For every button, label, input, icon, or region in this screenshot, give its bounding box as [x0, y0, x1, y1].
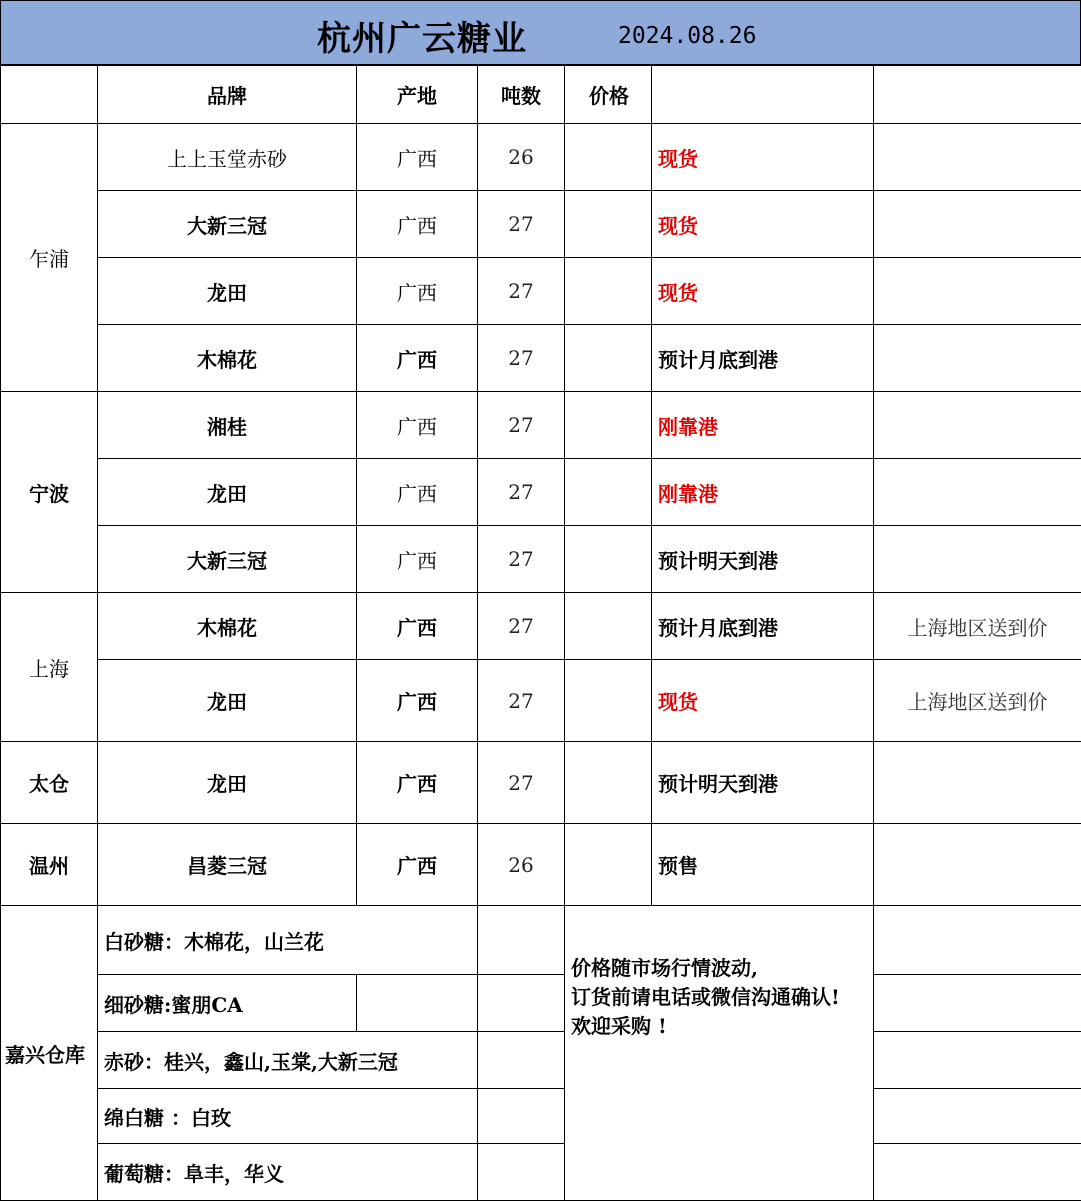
tons-cell: 26: [478, 824, 565, 906]
price-cell: [565, 191, 652, 258]
table-row: [1, 459, 1081, 526]
table-row: [1, 526, 1081, 593]
status-cell: 现货: [652, 191, 874, 258]
tons-cell: 27: [478, 526, 565, 593]
note-cell: 上海地区送到价: [874, 660, 1081, 742]
status-cell: 刚靠港: [652, 459, 874, 526]
price-cell: [565, 392, 652, 459]
table-row: [1, 593, 1081, 660]
origin-cell: 广西: [357, 325, 478, 392]
brand-cell: 木棉花: [98, 325, 357, 392]
header-brand: 品牌: [98, 66, 357, 124]
brand-cell: 龙田: [98, 660, 357, 742]
price-cell: [565, 526, 652, 593]
tons-cell: 27: [478, 392, 565, 459]
status-cell: 现货: [652, 258, 874, 325]
note-cell: [874, 258, 1081, 325]
brand-cell: 龙田: [98, 459, 357, 526]
sheet-date: 2024.08.26: [618, 23, 757, 49]
table-row: [1, 325, 1081, 392]
price-cell: [565, 325, 652, 392]
inventory-table: [0, 65, 1081, 1201]
status-cell: 刚靠港: [652, 392, 874, 459]
note-cell: [874, 124, 1081, 191]
location-cell: 乍浦: [1, 124, 98, 392]
brand-cell: 大新三冠: [98, 191, 357, 258]
origin-cell: 广西: [357, 526, 478, 593]
price-cell: [565, 124, 652, 191]
table-row: [1, 824, 1081, 906]
tons-cell: 27: [478, 459, 565, 526]
status-cell: 现货: [652, 124, 874, 191]
brand-cell: 昌菱三冠: [98, 824, 357, 906]
warehouse-location: 嘉兴仓库: [1, 906, 98, 1201]
origin-cell: 广西: [357, 392, 478, 459]
empty-cell: [357, 975, 478, 1032]
warehouse-row: [1, 975, 1081, 1032]
status-cell: 预计明天到港: [652, 526, 874, 593]
empty-cell: [874, 1144, 1081, 1201]
note-cell: 上海地区送到价: [874, 593, 1081, 660]
warehouse-row: [1, 1032, 1081, 1089]
status-cell: 预计月底到港: [652, 325, 874, 392]
brand-cell: 龙田: [98, 258, 357, 325]
warehouse-row: [1, 1144, 1081, 1201]
origin-cell: 广西: [357, 824, 478, 906]
tons-cell: 27: [478, 593, 565, 660]
price-cell: [565, 742, 652, 824]
header-status: [652, 66, 874, 124]
origin-cell: 广西: [357, 191, 478, 258]
company-title: 杭州广云糖业: [317, 19, 527, 59]
price-notice: 价格随市场行情波动, 订货前请电话或微信沟通确认! 欢迎采购 !: [565, 906, 874, 1201]
table-row: [1, 742, 1081, 824]
warehouse-item: 细砂糖:蜜朋CA: [98, 975, 357, 1032]
warehouse-item: 白砂糖：木棉花，山兰花: [98, 906, 478, 975]
empty-cell: [874, 975, 1081, 1032]
price-cell: [565, 824, 652, 906]
header-row: [1, 66, 1081, 124]
brand-cell: 龙田: [98, 742, 357, 824]
origin-cell: 广西: [357, 593, 478, 660]
price-cell: [565, 593, 652, 660]
location-cell: 太仓: [1, 742, 98, 824]
note-cell: [874, 459, 1081, 526]
tons-cell: 26: [478, 124, 565, 191]
warehouse-row: [1, 906, 1081, 975]
table-row: [1, 124, 1081, 191]
table-row: [1, 392, 1081, 459]
warehouse-item: 绵白糖 ：白玫: [98, 1089, 478, 1144]
note-cell: [874, 325, 1081, 392]
location-cell: 上海: [1, 593, 98, 742]
tons-cell: 27: [478, 191, 565, 258]
empty-cell: [874, 1089, 1081, 1144]
tons-cell: 27: [478, 325, 565, 392]
table-row: [1, 660, 1081, 742]
status-cell: 预计月底到港: [652, 593, 874, 660]
status-cell: 预售: [652, 824, 874, 906]
note-cell: [874, 392, 1081, 459]
origin-cell: 广西: [357, 660, 478, 742]
empty-cell: [874, 1032, 1081, 1089]
table-row: [1, 258, 1081, 325]
price-cell: [565, 258, 652, 325]
note-cell: [874, 526, 1081, 593]
tons-cell: 27: [478, 742, 565, 824]
price-cell: [565, 660, 652, 742]
brand-cell: 木棉花: [98, 593, 357, 660]
status-cell: 预计明天到港: [652, 742, 874, 824]
warehouse-item: 葡萄糖：阜丰，华义: [98, 1144, 478, 1201]
tons-cell: 27: [478, 258, 565, 325]
header-tons: 吨数: [478, 66, 565, 124]
location-cell: 宁波: [1, 392, 98, 593]
brand-cell: 大新三冠: [98, 526, 357, 593]
empty-cell: [478, 906, 565, 975]
origin-cell: 广西: [357, 258, 478, 325]
brand-cell: 湘桂: [98, 392, 357, 459]
price-cell: [565, 459, 652, 526]
header-note: [874, 66, 1081, 124]
tons-cell: 27: [478, 660, 565, 742]
note-cell: [874, 824, 1081, 906]
note-cell: [874, 742, 1081, 824]
warehouse-item: 赤砂：桂兴，鑫山,玉棠,大新三冠: [98, 1032, 478, 1089]
empty-cell: [478, 1144, 565, 1201]
empty-cell: [478, 1089, 565, 1144]
brand-cell: 上上玉堂赤砂: [98, 124, 357, 191]
empty-cell: [478, 1032, 565, 1089]
empty-cell: [874, 906, 1081, 975]
table-row: [1, 191, 1081, 258]
warehouse-row: [1, 1089, 1081, 1144]
origin-cell: 广西: [357, 124, 478, 191]
origin-cell: 广西: [357, 742, 478, 824]
empty-cell: [478, 975, 565, 1032]
header-origin: 产地: [357, 66, 478, 124]
header-location: [1, 66, 98, 124]
title-bar: [0, 0, 1081, 65]
origin-cell: 广西: [357, 459, 478, 526]
note-cell: [874, 191, 1081, 258]
header-price: 价格: [565, 66, 652, 124]
status-cell: 现货: [652, 660, 874, 742]
location-cell: 温州: [1, 824, 98, 906]
